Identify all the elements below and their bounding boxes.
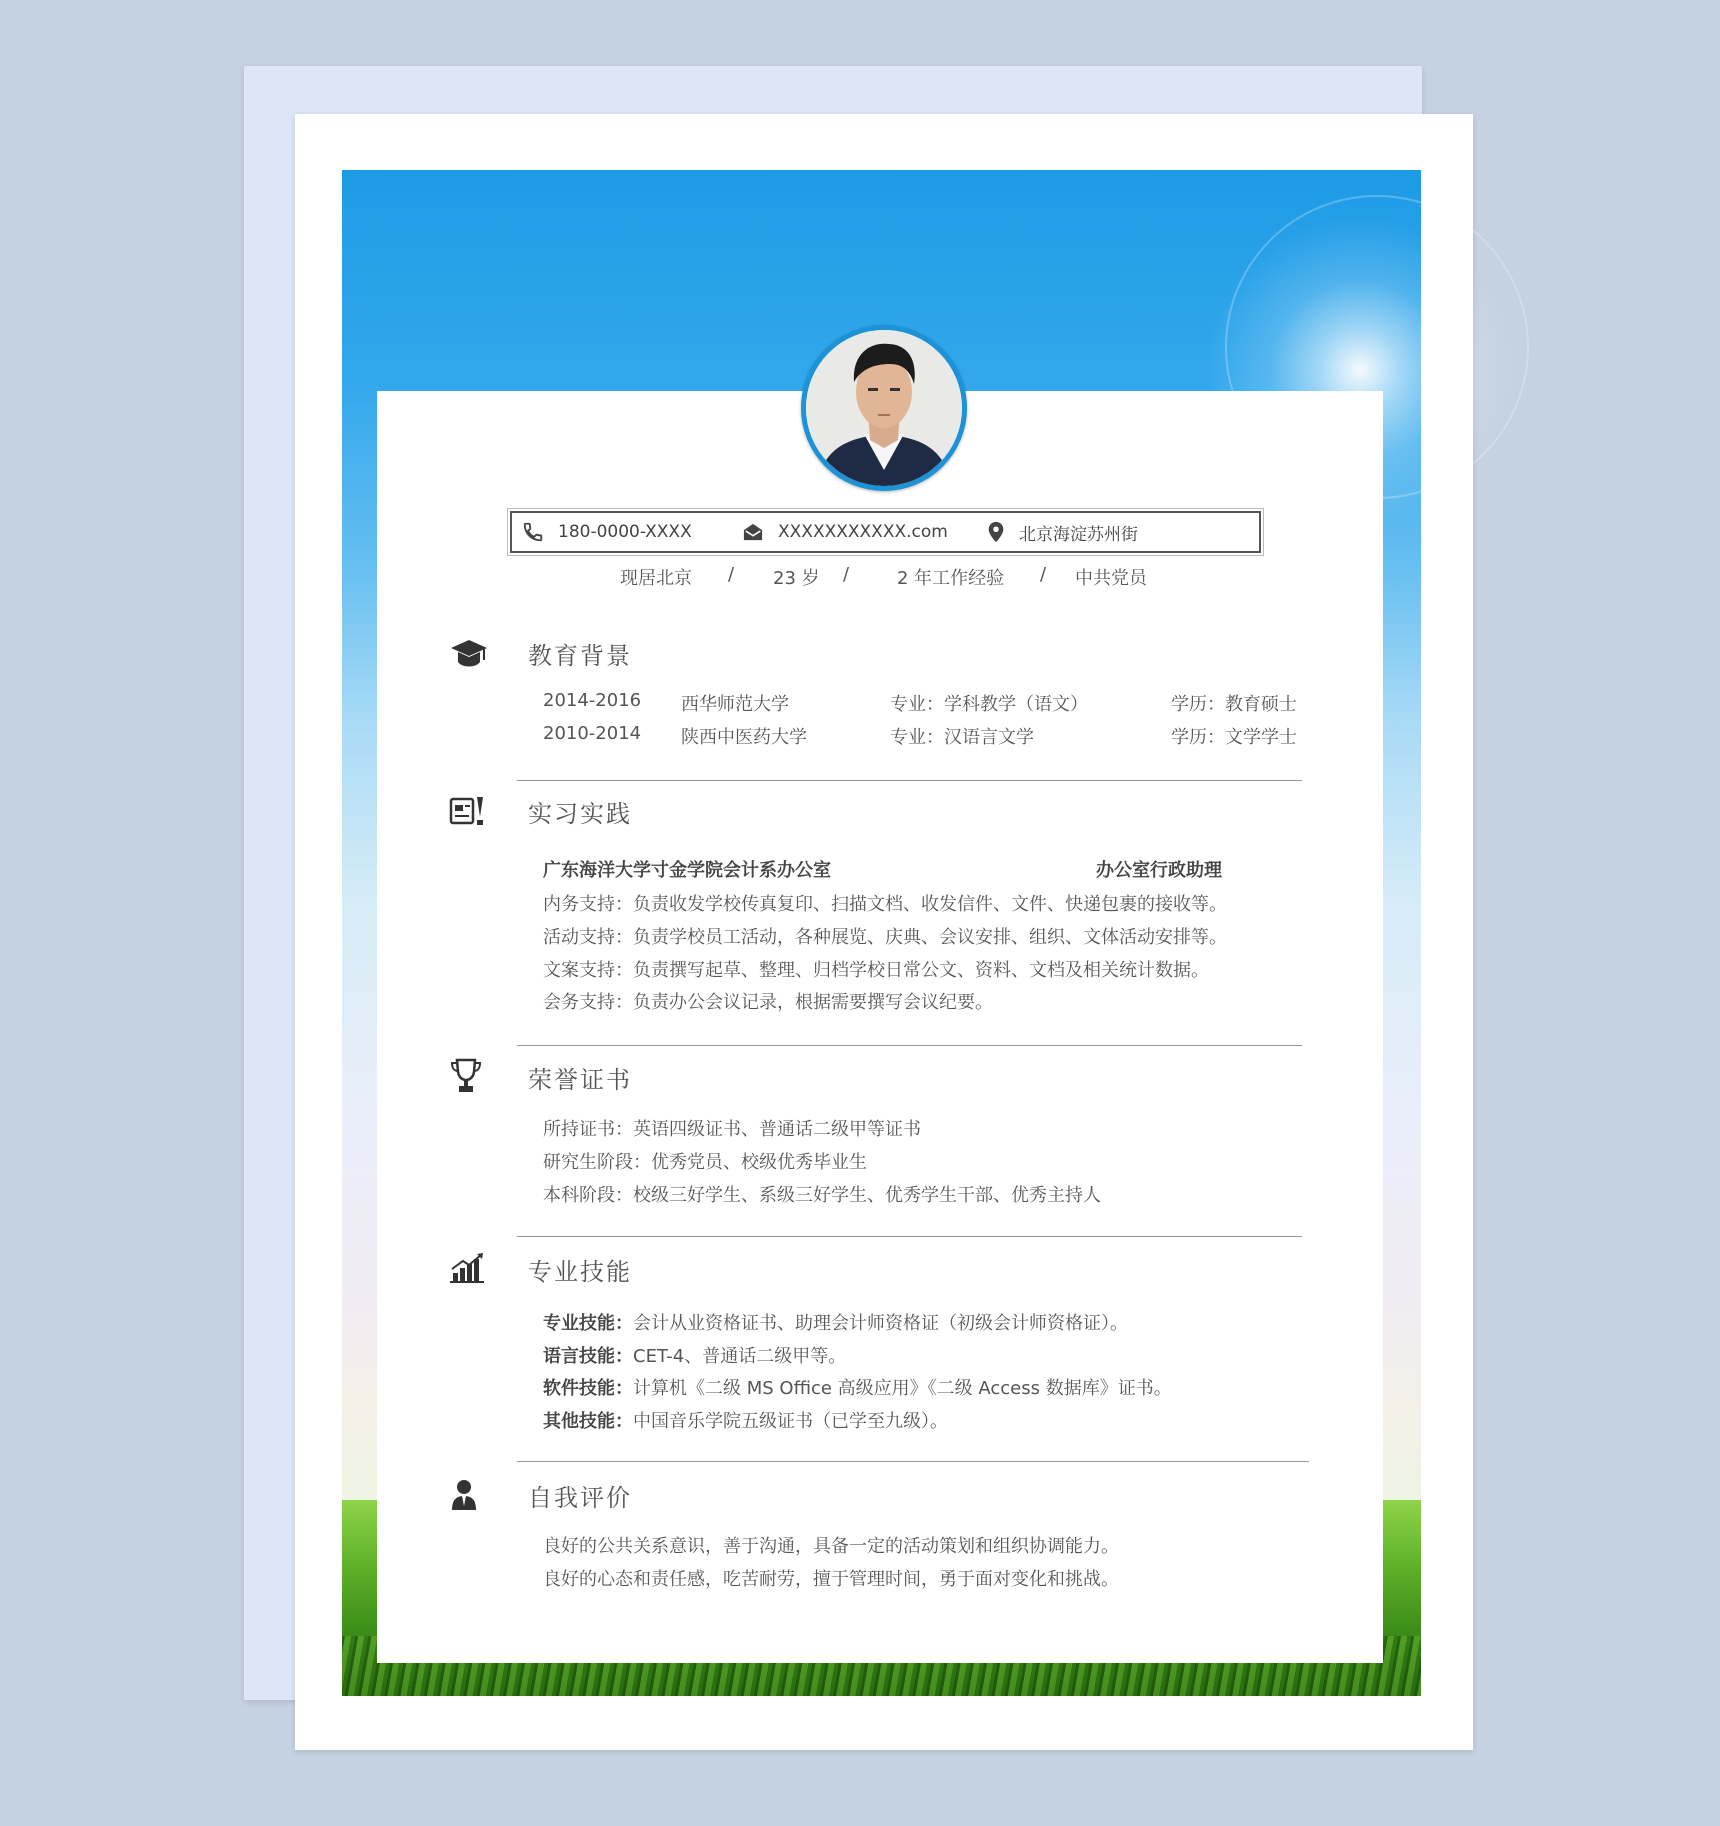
self-item: 良好的公共关系意识，善于沟通，具备一定的活动策划和组织协调能力。 <box>543 1536 1119 1557</box>
skills-title: 专业技能 <box>528 1258 632 1286</box>
section-divider <box>517 1461 1309 1462</box>
meta-age: 23 岁 <box>773 568 820 589</box>
document-icon <box>449 795 485 827</box>
phone-number: 180-0000-XXXX <box>558 522 692 542</box>
meta-residence: 现居北京 <box>620 568 692 589</box>
address-text: 北京海淀苏州街 <box>1019 524 1138 545</box>
internship-org: 广东海洋大学寸金学院会计系办公室 <box>543 860 831 881</box>
graduation-cap-icon <box>450 638 488 670</box>
skill-label: 软件技能： <box>543 1378 633 1399</box>
honor-item: 本科阶段：校级三好学生、系级三好学生、优秀学生干部、优秀主持人 <box>543 1185 1101 1206</box>
self-title: 自我评价 <box>528 1484 632 1512</box>
honors-title: 荣誉证书 <box>528 1066 632 1094</box>
meta-separator: / <box>728 564 735 585</box>
skill-item <box>543 1407 948 1433</box>
skill-text: 计算机《二级 MS Office 高级应用》《二级 Access 数据库》证书。 <box>633 1378 1172 1399</box>
skill-item <box>543 1309 1128 1335</box>
skill-label: 语言技能： <box>543 1346 633 1367</box>
education-title: 教育背景 <box>528 642 632 670</box>
phone-icon <box>522 521 544 543</box>
person-icon <box>451 1479 477 1511</box>
section-divider <box>517 780 1302 781</box>
internship-item: 内务支持：负责收发学校传真复印、扫描文档、收发信件、文件、快递包裹的接收等。 <box>543 894 1227 915</box>
email-address: XXXXXXXXXXX.com <box>778 522 948 542</box>
contact-email <box>742 513 948 551</box>
edu-school: 西华师范大学 <box>681 694 789 715</box>
edu-years: 2014-2016 <box>543 690 642 711</box>
internship-item: 活动支持：负责学校员工活动，各种展览、庆典、会议安排、组织、文体活动安排等。 <box>543 927 1227 948</box>
meta-experience: 2 年工作经验 <box>897 568 1005 589</box>
meta-separator: / <box>1040 564 1047 585</box>
self-item: 良好的心态和责任感，吃苦耐劳，擅于管理时间，勇于面对变化和挑战。 <box>543 1569 1119 1590</box>
skill-text: CET-4、普通话二级甲等。 <box>633 1346 847 1367</box>
meta-separator: / <box>843 564 850 585</box>
edu-major: 专业：学科教学（语文） <box>890 694 1088 715</box>
skill-text: 会计从业资格证书、助理会计师资格证（初级会计师资格证）。 <box>633 1313 1128 1334</box>
mail-icon <box>742 522 764 542</box>
edu-degree: 学历：文学学士 <box>1171 727 1297 748</box>
resume-card <box>377 391 1383 1663</box>
internship-item: 文案支持：负责撰写起草、整理、归档学校日常公文、资料、文档及相关统计数据。 <box>543 960 1209 981</box>
section-divider <box>517 1045 1302 1046</box>
honor-item: 所持证书：英语四级证书、普通话二级甲等证书 <box>543 1119 921 1140</box>
edu-major: 专业：汉语言文学 <box>890 727 1034 748</box>
trophy-icon <box>450 1058 482 1094</box>
avatar <box>801 325 967 491</box>
location-pin-icon <box>987 521 1005 543</box>
internship-item: 会务支持：负责办公会议记录，根据需要撰写会议纪要。 <box>543 992 993 1013</box>
skill-label: 其他技能： <box>543 1411 633 1432</box>
edu-school: 陕西中医药大学 <box>681 727 807 748</box>
internship-title: 实习实践 <box>528 800 632 828</box>
skill-item <box>543 1374 1172 1400</box>
skill-text: 中国音乐学院五级证书（已学至九级）。 <box>633 1411 948 1432</box>
contact-bar <box>510 511 1261 553</box>
skill-label: 专业技能： <box>543 1313 633 1334</box>
edu-degree: 学历：教育硕士 <box>1171 694 1297 715</box>
bar-chart-icon <box>449 1251 485 1283</box>
skill-item <box>543 1342 846 1368</box>
portrait-photo <box>806 330 962 486</box>
honor-item: 研究生阶段：优秀党员、校级优秀毕业生 <box>543 1152 867 1173</box>
internship-position: 办公室行政助理 <box>1096 860 1222 881</box>
edu-years: 2010-2014 <box>543 723 642 744</box>
meta-politics: 中共党员 <box>1075 568 1147 589</box>
contact-phone <box>522 513 692 551</box>
section-divider <box>517 1236 1302 1237</box>
contact-address <box>987 513 1138 551</box>
